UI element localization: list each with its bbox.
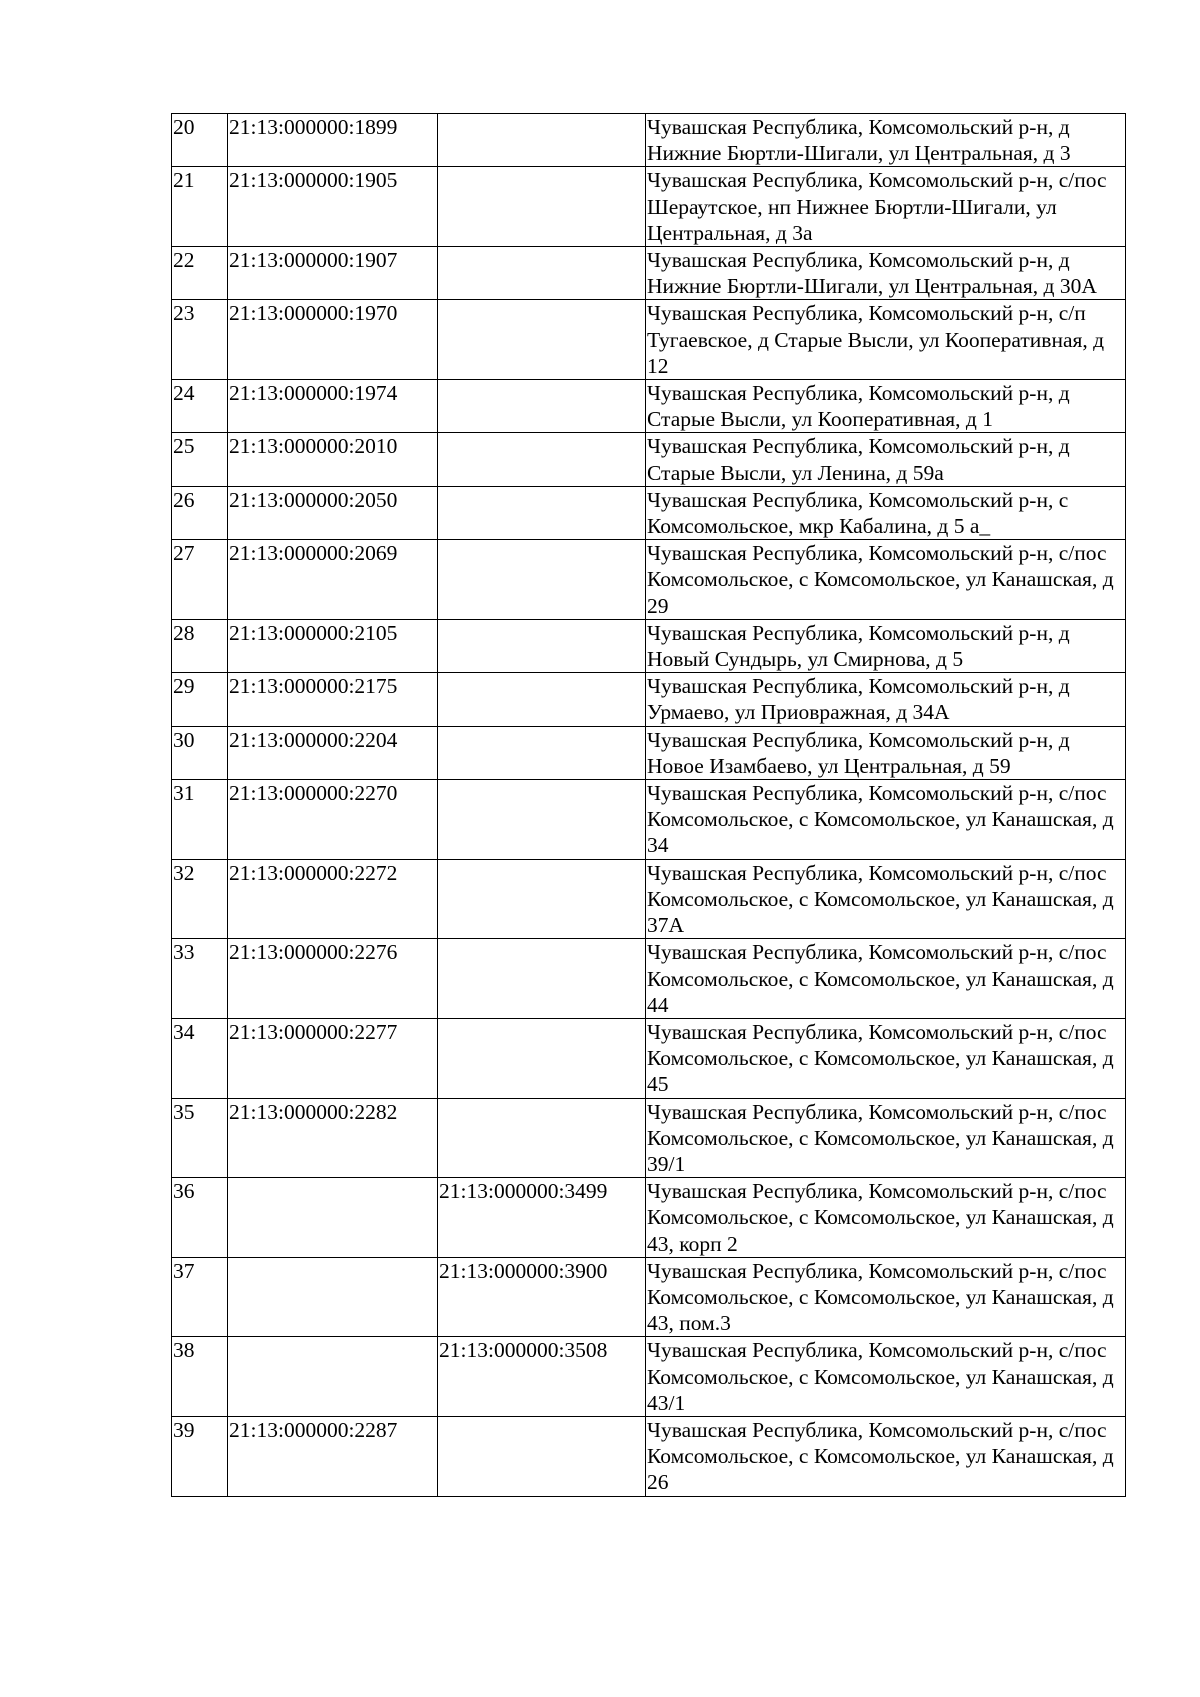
cadastral-number-cell: 21:13:000000:2175 [228, 673, 438, 726]
premise-cadastral-number-cell [438, 1416, 646, 1496]
address-cell: Чувашская Республика, Комсомольский р-н, с/п Тугаевское, д Старые Высли, ул Кооперативная, д 12 [646, 300, 1126, 380]
address-cell: Чувашская Республика, Комсомольский р-н, д Старые Высли, ул Ленина, д 59а [646, 433, 1126, 486]
cadastral-number-cell: 21:13:000000:1907 [228, 247, 438, 300]
cadastral-number-cell: 21:13:000000:1974 [228, 380, 438, 433]
address-cell: Чувашская Республика, Комсомольский р-н, с Комсомольское, мкр Кабалина, д 5 а_ [646, 486, 1126, 539]
table-row [172, 1257, 1126, 1337]
property-table [171, 113, 1126, 1497]
row-number-cell: 39 [172, 1416, 228, 1496]
premise-cadastral-number-cell [438, 380, 646, 433]
address-cell: Чувашская Республика, Комсомольский р-н, с/пос Комсомольское, с Комсомольское, ул Канашская, д 37А [646, 859, 1126, 939]
table-row [172, 1337, 1126, 1417]
premise-cadastral-number-cell [438, 859, 646, 939]
premise-cadastral-number-cell: 21:13:000000:3499 [438, 1178, 646, 1258]
cadastral-number-cell: 21:13:000000:1970 [228, 300, 438, 380]
address-cell: Чувашская Республика, Комсомольский р-н, с/пос Комсомольское, с Комсомольское, ул Канашская, д 43, пом.3 [646, 1257, 1126, 1337]
table-row [172, 433, 1126, 486]
cadastral-number-cell: 21:13:000000:2050 [228, 486, 438, 539]
premise-cadastral-number-cell [438, 726, 646, 779]
table-row [172, 247, 1126, 300]
table-body [172, 114, 1126, 1497]
cadastral-number-cell [228, 1337, 438, 1417]
cadastral-number-cell: 21:13:000000:2272 [228, 859, 438, 939]
row-number-cell: 38 [172, 1337, 228, 1417]
table-row [172, 726, 1126, 779]
row-number-cell: 34 [172, 1018, 228, 1098]
premise-cadastral-number-cell [438, 114, 646, 167]
address-cell: Чувашская Республика, Комсомольский р-н, д Новый Сундырь, ул Смирнова, д 5 [646, 619, 1126, 672]
table-row [172, 1416, 1126, 1496]
premise-cadastral-number-cell [438, 780, 646, 860]
row-number-cell: 31 [172, 780, 228, 860]
cadastral-number-cell: 21:13:000000:2270 [228, 780, 438, 860]
address-cell: Чувашская Республика, Комсомольский р-н, с/пос Комсомольское, с Комсомольское, ул Канашская, д 43, корп 2 [646, 1178, 1126, 1258]
row-number-cell: 20 [172, 114, 228, 167]
row-number-cell: 21 [172, 167, 228, 247]
cadastral-number-cell [228, 1178, 438, 1258]
premise-cadastral-number-cell [438, 619, 646, 672]
cadastral-number-cell: 21:13:000000:2287 [228, 1416, 438, 1496]
table-row [172, 859, 1126, 939]
row-number-cell: 24 [172, 380, 228, 433]
cadastral-number-cell: 21:13:000000:2277 [228, 1018, 438, 1098]
premise-cadastral-number-cell [438, 486, 646, 539]
premise-cadastral-number-cell [438, 247, 646, 300]
table-row [172, 1178, 1126, 1258]
premise-cadastral-number-cell: 21:13:000000:3900 [438, 1257, 646, 1337]
premise-cadastral-number-cell: 21:13:000000:3508 [438, 1337, 646, 1417]
table-row [172, 300, 1126, 380]
table-row [172, 380, 1126, 433]
row-number-cell: 37 [172, 1257, 228, 1337]
address-cell: Чувашская Республика, Комсомольский р-н, с/пос Комсомольское, с Комсомольское, ул Канашская, д 26 [646, 1416, 1126, 1496]
premise-cadastral-number-cell [438, 673, 646, 726]
table-row [172, 619, 1126, 672]
table-row [172, 939, 1126, 1019]
table-row [172, 1098, 1126, 1178]
cadastral-number-cell: 21:13:000000:2105 [228, 619, 438, 672]
row-number-cell: 29 [172, 673, 228, 726]
cadastral-number-cell [228, 1257, 438, 1337]
premise-cadastral-number-cell [438, 540, 646, 620]
address-cell: Чувашская Республика, Комсомольский р-н, д Новое Изамбаево, ул Центральная, д 59 [646, 726, 1126, 779]
premise-cadastral-number-cell [438, 300, 646, 380]
address-cell: Чувашская Республика, Комсомольский р-н, д Нижние Бюртли-Шигали, ул Центральная, д 3 [646, 114, 1126, 167]
address-cell: Чувашская Республика, Комсомольский р-н, с/пос Комсомольское, с Комсомольское, ул Канашская, д 45 [646, 1018, 1126, 1098]
address-cell: Чувашская Республика, Комсомольский р-н, д Урмаево, ул Приовражная, д 34А [646, 673, 1126, 726]
cadastral-number-cell: 21:13:000000:1905 [228, 167, 438, 247]
row-number-cell: 33 [172, 939, 228, 1019]
row-number-cell: 25 [172, 433, 228, 486]
table-row [172, 673, 1126, 726]
address-cell: Чувашская Республика, Комсомольский р-н, с/пос Комсомольское, с Комсомольское, ул Канашская, д 34 [646, 780, 1126, 860]
cadastral-number-cell: 21:13:000000:2069 [228, 540, 438, 620]
premise-cadastral-number-cell [438, 1098, 646, 1178]
premise-cadastral-number-cell [438, 433, 646, 486]
table-row [172, 540, 1126, 620]
table-row [172, 167, 1126, 247]
premise-cadastral-number-cell [438, 1018, 646, 1098]
cadastral-number-cell: 21:13:000000:2010 [228, 433, 438, 486]
address-cell: Чувашская Республика, Комсомольский р-н, с/пос Комсомольское, с Комсомольское, ул Канашская, д 39/1 [646, 1098, 1126, 1178]
row-number-cell: 26 [172, 486, 228, 539]
cadastral-number-cell: 21:13:000000:2276 [228, 939, 438, 1019]
address-cell: Чувашская Республика, Комсомольский р-н, д Старые Высли, ул Кооперативная, д 1 [646, 380, 1126, 433]
table-row [172, 486, 1126, 539]
row-number-cell: 30 [172, 726, 228, 779]
cadastral-number-cell: 21:13:000000:2204 [228, 726, 438, 779]
cadastral-number-cell: 21:13:000000:2282 [228, 1098, 438, 1178]
table-row [172, 114, 1126, 167]
row-number-cell: 35 [172, 1098, 228, 1178]
address-cell: Чувашская Республика, Комсомольский р-н, с/пос Шераутское, нп Нижнее Бюртли-Шигали, ул Центральная, д 3а [646, 167, 1126, 247]
row-number-cell: 27 [172, 540, 228, 620]
address-cell: Чувашская Республика, Комсомольский р-н, с/пос Комсомольское, с Комсомольское, ул Канашская, д 29 [646, 540, 1126, 620]
row-number-cell: 32 [172, 859, 228, 939]
table-row [172, 1018, 1126, 1098]
row-number-cell: 36 [172, 1178, 228, 1258]
table-row [172, 780, 1126, 860]
cadastral-number-cell: 21:13:000000:1899 [228, 114, 438, 167]
address-cell: Чувашская Республика, Комсомольский р-н, с/пос Комсомольское, с Комсомольское, ул Канашская, д 43/1 [646, 1337, 1126, 1417]
row-number-cell: 28 [172, 619, 228, 672]
address-cell: Чувашская Республика, Комсомольский р-н, д Нижние Бюртли-Шигали, ул Центральная, д 30А [646, 247, 1126, 300]
row-number-cell: 22 [172, 247, 228, 300]
premise-cadastral-number-cell [438, 939, 646, 1019]
row-number-cell: 23 [172, 300, 228, 380]
address-cell: Чувашская Республика, Комсомольский р-н, с/пос Комсомольское, с Комсомольское, ул Канашская, д 44 [646, 939, 1126, 1019]
premise-cadastral-number-cell [438, 167, 646, 247]
